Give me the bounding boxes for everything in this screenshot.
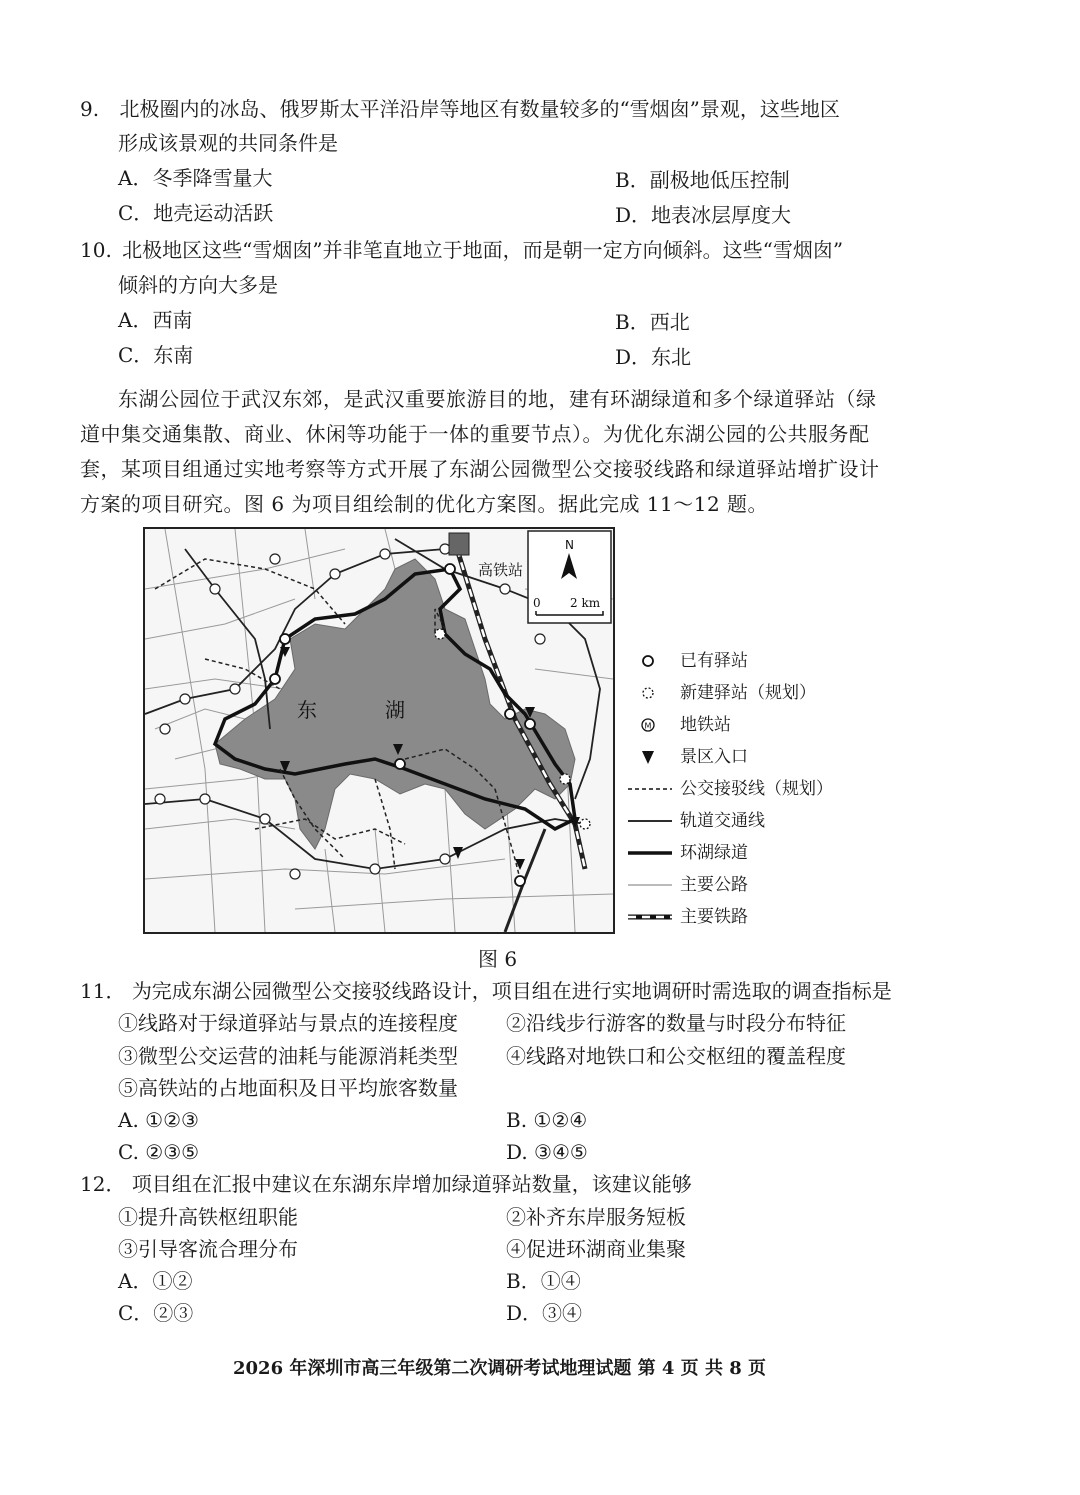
- q10-option-a: A．西南: [118, 308, 193, 332]
- page-footer: 2026 年深圳市高三年级第二次调研考试地理试题 第 4 页 共 8 页: [233, 1358, 767, 1379]
- q12-item-3: ③引导客流合理分布: [118, 1237, 298, 1261]
- q9-option-a: A．冬季降雪量大: [118, 166, 273, 190]
- high-speed-rail-label: 高铁站: [478, 561, 524, 579]
- figure-caption: 图 6: [478, 947, 518, 971]
- q9-number: 9.: [80, 97, 100, 121]
- legend-metro-station: M 地铁站: [628, 712, 888, 738]
- q12-stem: [80, 1171, 692, 1197]
- legend-rail-transit: 轨道交通线: [680, 811, 765, 831]
- q9-stem-text: 北极圈内的冰岛、俄罗斯太平洋沿岸等地区有数量较多的“雪烟囱”景观，这些地区: [119, 97, 840, 121]
- legend-greenway: 环湖绿道: [680, 843, 748, 863]
- q9-stem-line2: 形成该景观的共同条件是: [118, 131, 338, 155]
- q12-item-2: ②补齐东岸服务短板: [506, 1205, 686, 1229]
- legend-existing-station: 已有驿站: [628, 648, 888, 674]
- q11-item-4: ④线路对地铁口和公交枢纽的覆盖程度: [506, 1044, 846, 1068]
- q11-option-d: D. ③④⑤: [506, 1140, 588, 1164]
- q10-stem-line1: [80, 237, 843, 263]
- legend-new-station: 新建驿站（规划）: [628, 680, 888, 706]
- q10-number: 10.: [80, 238, 112, 262]
- legend-main-railway: 主要铁路: [680, 907, 748, 927]
- q11-stem: [80, 978, 892, 1004]
- q10-stem-text: 北极地区这些“雪烟囱”并非笔直地立于地面，而是朝一定方向倾斜。这些“雪烟囱”: [122, 238, 844, 262]
- legend-scenic-entrance: 景区入口: [628, 744, 888, 770]
- lake-label-lake: 湖: [385, 698, 405, 722]
- donghu-map: [143, 527, 615, 934]
- q11-option-a: A. ①②③: [118, 1108, 199, 1132]
- q11-option-c: C. ②③⑤: [118, 1140, 200, 1164]
- q12-option-a: A．①②: [118, 1269, 193, 1293]
- q12-option-c: C．②③: [118, 1301, 194, 1325]
- q10-stem-line2: 倾斜的方向大多是: [118, 273, 278, 297]
- q11-item-1: ①线路对于绿道驿站与景点的连接程度: [118, 1011, 458, 1035]
- legend-main-road: 主要公路: [680, 875, 748, 895]
- svg-text:M: M: [644, 721, 652, 731]
- passage-line2: 道中集交通集散、商业、休闲等功能于一体的重要节点）。为优化东湖公园的公共服务配: [80, 422, 870, 446]
- lake-label-east: 东: [297, 698, 317, 722]
- q12-stem-text: 项目组在汇报中建议在东湖东岸增加绿道驿站数量，该建议能够: [131, 1172, 692, 1196]
- map-svg: [145, 529, 613, 932]
- north-label: N: [565, 538, 574, 552]
- passage-line3: 套，某项目组通过实地考察等方式开展了东湖公园微型公交接驳线路和绿道驿站增扩设计: [80, 457, 880, 481]
- rail-station-block: [449, 533, 469, 555]
- q10-option-c: C．东南: [118, 343, 194, 367]
- legend-bus-line: 公交接驳线（规划）: [680, 779, 833, 799]
- passage-line4: 方案的项目研究。图 6 为项目组绘制的优化方案图。据此完成 11～12 题。: [80, 492, 769, 516]
- q12-item-4: ④促进环湖商业集聚: [506, 1237, 686, 1261]
- q11-item-3: ③微型公交运营的油耗与能源消耗类型: [118, 1044, 458, 1068]
- q11-option-b: B. ①②④: [506, 1108, 588, 1132]
- passage-line1: 东湖公园位于武汉东郊，是武汉重要旅游目的地，建有环湖绿道和多个绿道驿站（绿: [118, 387, 877, 411]
- q12-item-1: ①提升高铁枢纽职能: [118, 1205, 298, 1229]
- scale-zero: 0: [533, 596, 541, 610]
- q9-option-c: C．地壳运动活跃: [118, 201, 274, 225]
- q12-number: 12．: [80, 1172, 126, 1196]
- q9-option-d: D．地表冰层厚度大: [615, 203, 792, 227]
- q10-option-d: D．东北: [615, 345, 692, 369]
- q9-stem-line1: [80, 96, 840, 122]
- q11-stem-text: 为完成东湖公园微型公交接驳线路设计，项目组在进行实地调研时需选取的调查指标是: [131, 979, 892, 1003]
- q12-option-d: D．③④: [506, 1301, 583, 1325]
- q9-option-b: B．副极地低压控制: [615, 168, 790, 192]
- q11-number: 11．: [80, 979, 126, 1003]
- q12-option-b: B．①④: [506, 1269, 581, 1293]
- q11-item-5: ⑤高铁站的占地面积及日平均旅客数量: [118, 1076, 458, 1100]
- q10-option-b: B．西北: [615, 310, 690, 334]
- q11-item-2: ②沿线步行游客的数量与时段分布特征: [506, 1011, 846, 1035]
- scale-text: 2 km: [570, 596, 601, 610]
